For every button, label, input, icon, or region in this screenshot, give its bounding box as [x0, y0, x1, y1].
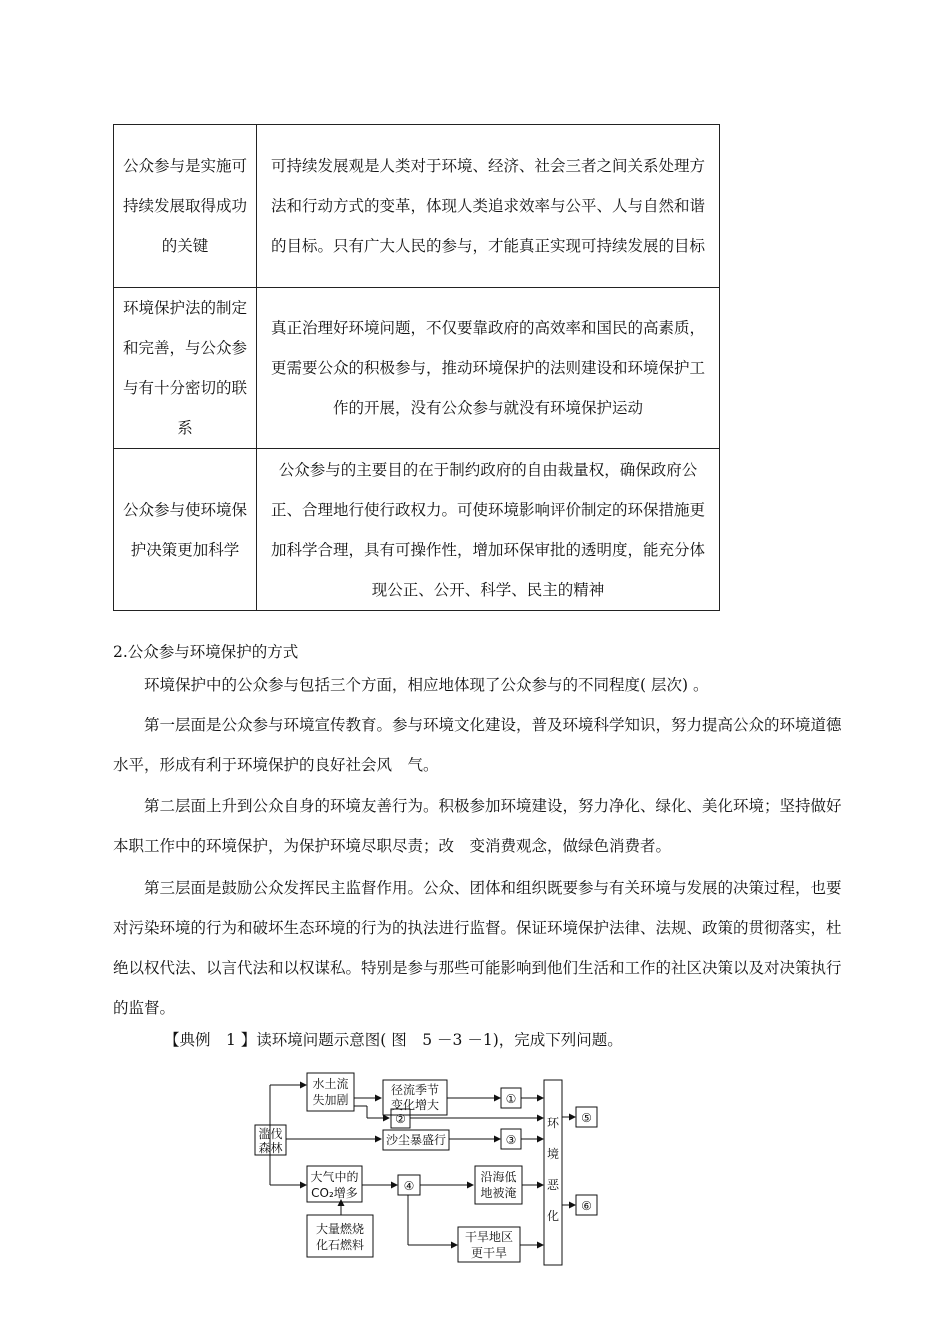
- label-coast-2: 地被淹: [480, 1186, 517, 1200]
- label-drought-1: 干旱地区: [464, 1230, 514, 1244]
- label-sandstorm: 沙尘暴盛行: [385, 1133, 447, 1147]
- label-num-4: ④: [403, 1179, 415, 1193]
- label-source-2: 森林: [258, 1141, 283, 1155]
- label-env-2: 境: [546, 1147, 560, 1161]
- table-row: [114, 288, 720, 449]
- paragraph: 第三层面是鼓励公众发挥民主监督作用。公众、团体和组织既要参与有关环境与发展的决策过程，也要对污染环境的行为和破坏生态环境的行为的执法进行监督。保证环境保护法律、法规、政策的贯彻落实，杜绝以权代法、以言代法和以权谋私。特别是参与那些可能影响到他们生活和工作的社区决策以及对决策执行的监督。: [113, 879, 842, 1017]
- paragraph: 第二层面上升到公众自身的环境友善行为。积极参加环境建设，努力净化、绿化、美化环境；坚持做好本职工作中的环境保护，为保护环境尽职尽责；改 变消费观念，做绿色消费者。: [113, 797, 842, 855]
- label-num-6: ⑥: [581, 1199, 592, 1213]
- section-heading: 2.公众参与环境保护的方式: [113, 643, 299, 661]
- table-cell-content: 可持续发展观是人类对于环境、经济、社会三者之间关系处理方法和行动方式的变革，体现人类追求效率与公平、人与自然和谐的目标。只有广大人民的参与，才能真正实现可持续发展的目标: [257, 125, 720, 288]
- label-drought-2: 更干旱: [470, 1246, 508, 1260]
- example-label: 【典例 1 】读环境问题示意图( 图 5 －3 －1)，完成下列问题。: [164, 1031, 623, 1049]
- label-co2-2: CO₂增多: [311, 1186, 358, 1200]
- table-cell-content: 公众参与的主要目的在于制约政府的自由裁量权，确保政府公正、合理地行使行政权力。可使环境影响评价制定的环保措施更加科学合理，具有可操作性，增加环保审批的透明度，能充分体现公正、公开、科学、民主的精神: [257, 449, 720, 611]
- environment-diagram: [245, 1065, 615, 1270]
- label-fuel-2: 化石燃料: [315, 1238, 365, 1252]
- table-cell-title: 公众参与使环境保护决策更加科学: [114, 449, 257, 611]
- label-num-1: ①: [505, 1092, 517, 1106]
- label-runoff-1: 径流季节: [390, 1083, 440, 1097]
- comparison-table: [113, 124, 720, 611]
- label-runoff-2: 变化增大: [390, 1098, 440, 1112]
- label-co2-1: 大气中的: [310, 1170, 359, 1184]
- label-env-4: 化: [546, 1209, 560, 1223]
- paragraph: 第一层面是公众参与环境宣传教育。参与环境文化建设，普及环境科学知识，努力提高公众的环境道德水平，形成有利于环境保护的良好社会风 气。: [113, 716, 842, 774]
- label-num-5: ⑤: [581, 1111, 592, 1125]
- label-env-1: 环: [546, 1116, 560, 1130]
- label-source-1: 滥伐: [258, 1127, 283, 1141]
- label-num-2: ②: [395, 1112, 406, 1126]
- label-soil-1: 水土流: [312, 1077, 349, 1091]
- paragraph: 环境保护中的公众参与包括三个方面，相应地体现了公众参与的不同程度( 层次) 。: [144, 676, 709, 694]
- label-num-3: ③: [505, 1133, 517, 1147]
- table-cell-content: 真正治理好环境问题，不仅要靠政府的高效率和国民的高素质，更需要公众的积极参与，推动环境保护的法则建设和环境保护工作的开展，没有公众参与就没有环境保护运动: [257, 288, 720, 449]
- table-cell-title: 公众参与是实施可持续发展取得成功的关键: [114, 125, 257, 288]
- label-fuel-1: 大量燃烧: [315, 1222, 365, 1236]
- label-soil-2: 失加剧: [312, 1093, 349, 1107]
- box-environment: [544, 1080, 562, 1265]
- label-env-3: 恶: [546, 1178, 560, 1192]
- table-row: [114, 125, 720, 288]
- label-coast-1: 沿海低: [480, 1170, 517, 1184]
- table-row: [114, 449, 720, 611]
- table-cell-title: 环境保护法的制定和完善，与公众参与有十分密切的联系: [114, 288, 257, 449]
